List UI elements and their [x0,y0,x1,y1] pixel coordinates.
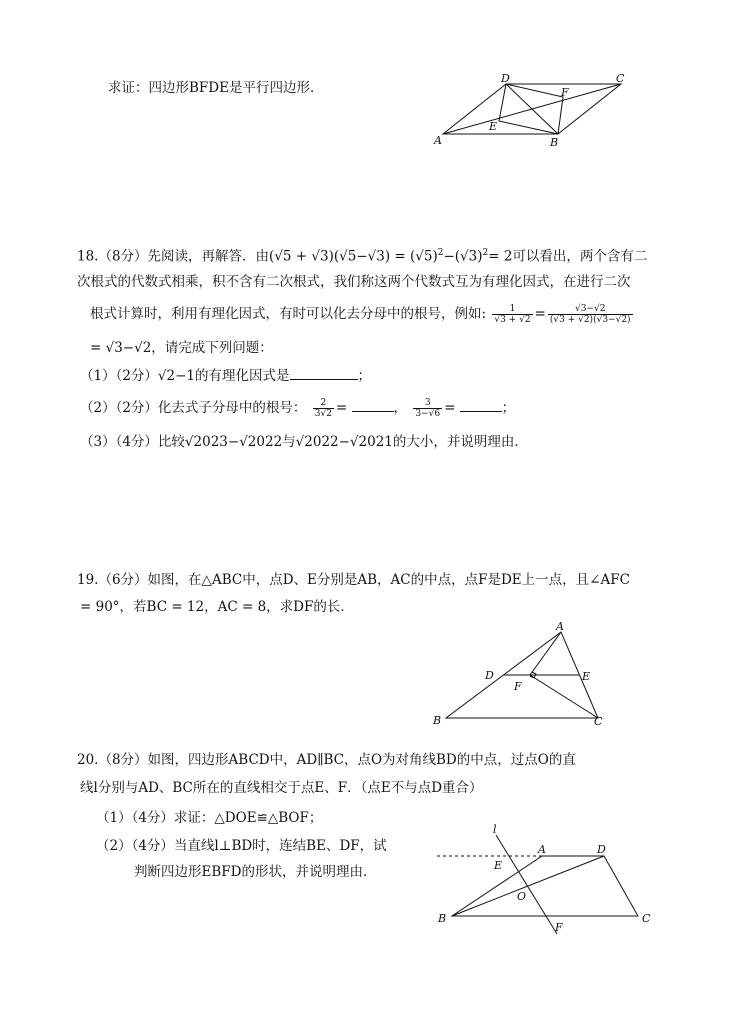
fig20-label-c: C [642,912,651,925]
q20-line1: 20.（8分）如图，四边形ABCD中，AD∥BC，点O为对角线BD的中点，过点O的直 [77,752,576,768]
fig20-label-a: A [538,843,546,856]
fig20-label-d: D [597,843,606,856]
q19-line1: 19.（6分）如图，在△ABC中，点D、E分别是AB，AC的中点，点F是DE上一点，且∠AFC [77,572,630,588]
q18-part1: （1）（2分）√2−1的有理化因式是 ； [80,368,372,384]
q20-line2: 线l分别与AD、BC所在的直线相交于点E、F．（点E不与点D重合） [80,780,483,796]
q18-line3: 根式计算时，利用有理化因式，有时可以化去分母中的根号，例如: $\frac{1}{√3 + √2}$ = $\frac{√3-√2}{(√3 + √2)(√3-√2)}$ [90,304,631,325]
fig20-label-l: l [493,823,497,836]
fig17-label-b: B [550,136,559,149]
q18-line4: = √3−√2，请完成下列问题： [90,340,273,356]
q20-part2-line2: 判断四边形EBFD的形状，并说明理由． [134,864,377,880]
fig20-label-f: F [555,921,563,934]
fig20-label-b: B [438,912,447,925]
fig20-quadrilateral-abcd [452,856,638,916]
q18-part2-frac1: $\frac{2}{3√2}$ [314,398,332,419]
fig17-label-a: A [434,134,442,147]
fig20-label-e: E [494,859,503,872]
q18-line2: 次根式的代数式相乘，积不含有二次根式，我们称这两个代数式互为有理化因式，在进行二次 [77,274,631,290]
fig17-label-d: D [501,72,510,85]
fig17-label-f: F [561,86,569,99]
q18-part2: （2）（2分）化去式子分母中的根号： $\frac{2}{3√2}$ = ， $\frac{3}{3-√6}$ = ； [80,398,516,419]
fig19-label-d: D [485,669,494,682]
fig19-label-b: B [433,714,442,727]
fig17-label-c: C [616,72,625,85]
fig19-label-f: F [514,680,522,693]
q17-claim: 求证：四边形BFDE是平行四边形． [108,80,324,96]
fig20-line-l [496,835,557,934]
fig17-label-e: E [489,120,498,133]
q18-part2-frac2: $\frac{3}{3-√6}$ [415,398,441,419]
fig19-label-c: C [594,715,603,728]
q20-part1: （1）（4分）求证：△DOE≌△BOF； [96,810,323,826]
fig19-label-a: A [556,620,564,633]
q18-line1: 18.（8分）先阅读，再解答．由$(√5 + √3)(√5-√3) = (√5)^2-(√3)^2= 2$可以看出，两个含有二 [77,248,648,265]
q18-part3: （3）（4分）比较√2023−√2022与√2022−√2021的大小，并说明理由． [80,434,528,450]
q18-example-frac2: $\frac{√3-√2}{(√3 + √2)(√3-√2)}$ [549,304,631,325]
q19-line2: = 90°，若BC = 12，AC = 8，求DF的长． [80,599,354,615]
q20-part2-line1: （2）（4分）当直线l⊥BD时，连结BE、DF，试 [96,838,387,854]
fig19-label-e: E [582,670,591,683]
q18-example-frac1: $\frac{1}{√3 + √2}$ [494,304,531,325]
fig20-label-o: O [517,890,527,903]
